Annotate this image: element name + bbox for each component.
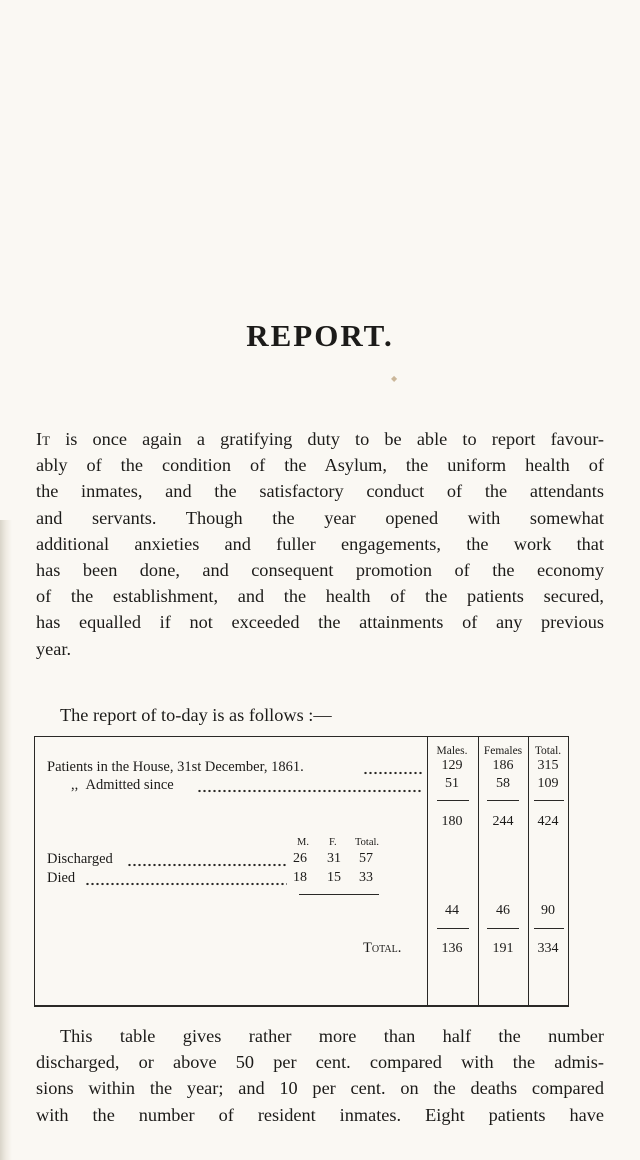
- text-line: has been done, and consequent promotion of the economy: [36, 560, 604, 581]
- leader-dots: [197, 789, 423, 793]
- cell-total: 90: [541, 903, 555, 918]
- ink-speck: ◆: [391, 374, 398, 383]
- row-label-in-house: Patients in the House, 31st December, 1861.: [47, 759, 304, 775]
- cell-males: 136: [441, 941, 463, 956]
- text-line: This table gives rather more than half the number: [60, 1026, 604, 1046]
- cell-females: 186: [492, 758, 514, 773]
- text-line: with the number of resident inmates. Eight patients have: [36, 1104, 604, 1125]
- total-rule: [487, 928, 519, 929]
- cell-females: 46: [496, 903, 510, 918]
- cell-m: 26: [293, 851, 307, 866]
- row-label-total: Total.: [363, 940, 402, 956]
- page-spine-shadow: [0, 520, 12, 1160]
- sum-rule: [534, 800, 564, 801]
- lead-word: It: [36, 429, 51, 449]
- text-line: year.: [36, 638, 72, 659]
- text-line: It is once again a gratifying duty to be able to report favour-: [36, 429, 604, 449]
- text-line: and servants. Though the year opened with somewhat: [36, 507, 604, 528]
- closing-paragraph: [36, 1023, 604, 1128]
- text-line: ably of the condition of the Asylum, the uniform health of: [36, 455, 604, 476]
- leader-dots: [85, 882, 287, 886]
- text-line: additional anxieties and fuller engagements, the work that: [36, 533, 604, 554]
- cell-total: 334: [537, 941, 559, 956]
- sub-sum-rule: [299, 894, 379, 895]
- cell-f: 15: [327, 870, 341, 885]
- page-title: REPORT.: [246, 318, 394, 353]
- subheader-m: M.: [297, 837, 309, 848]
- cell-males: 180: [441, 814, 463, 829]
- sum-rule: [487, 800, 519, 801]
- row-label-admitted: ,, Admitted since: [71, 777, 174, 793]
- cell-total: 109: [537, 776, 559, 791]
- leader-dots: [127, 863, 287, 867]
- cell-females: 191: [492, 941, 514, 956]
- cell-total: 33: [359, 870, 373, 885]
- cell-females: 244: [492, 814, 514, 829]
- text-line: the inmates, and the satisfactory conduct of the attendants: [36, 481, 604, 502]
- cell-females: 58: [496, 776, 510, 791]
- total-rule: [437, 928, 469, 929]
- subheader-f: F.: [329, 837, 337, 848]
- leader-dots: [363, 771, 423, 775]
- cell-males: 129: [441, 758, 463, 773]
- total-rule: [534, 928, 564, 929]
- cell-m: 18: [293, 870, 307, 885]
- cell-males: 51: [445, 776, 459, 791]
- cell-total: 57: [359, 851, 373, 866]
- patient-ledger-table: [34, 736, 569, 1007]
- table-intro-paragraph: [36, 702, 604, 728]
- text-line: of the establishment, and the health of the patients secured,: [36, 586, 604, 607]
- text-line: has equalled if not exceeded the attainments of any previous: [36, 612, 604, 633]
- row-label-discharged: Discharged: [47, 851, 113, 867]
- text-line: sions within the year; and 10 per cent. on the deaths compared: [36, 1078, 604, 1099]
- header-females: Females: [483, 745, 523, 757]
- header-total: Total.: [534, 745, 562, 757]
- intro-paragraph: [36, 426, 604, 662]
- text-line: discharged, or above 50 per cent. compared with the admis-: [36, 1052, 604, 1073]
- cell-total: 424: [537, 814, 559, 829]
- row-label-died: Died: [47, 870, 76, 886]
- subheader-total: Total.: [355, 837, 380, 848]
- text-line: The report of to-day is as follows :—: [60, 705, 332, 725]
- sum-rule: [437, 800, 469, 801]
- cell-total: 315: [537, 758, 559, 773]
- cell-males: 44: [445, 903, 459, 918]
- cell-f: 31: [327, 851, 341, 866]
- header-males: Males.: [436, 745, 468, 757]
